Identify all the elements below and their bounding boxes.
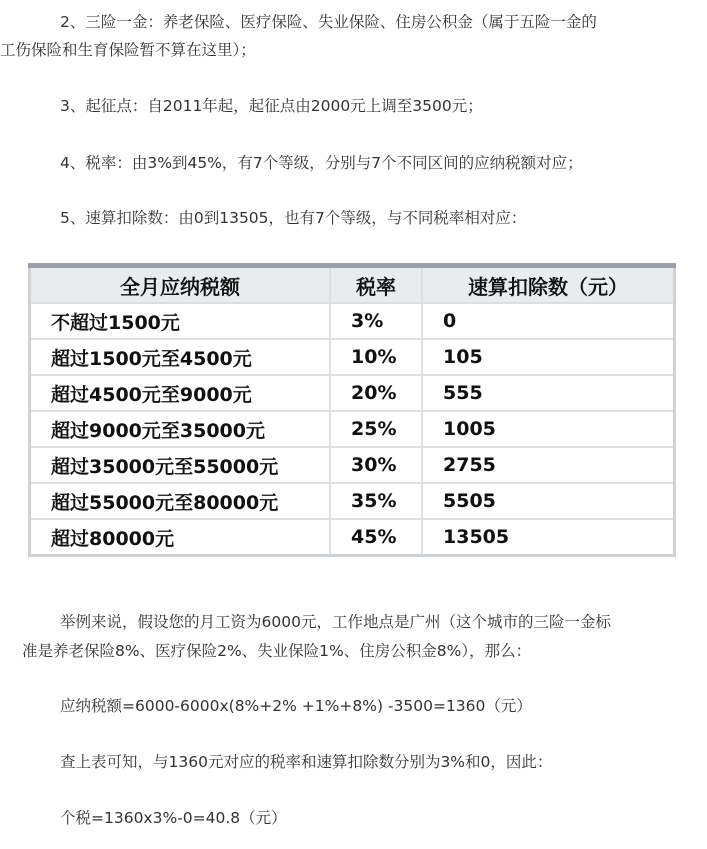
header-rate: 税率 [330, 266, 422, 304]
cell-deduction: 0 [422, 303, 675, 339]
cell-income: 超过9000元至35000元 [30, 411, 331, 447]
table-row [30, 483, 675, 519]
cell-income: 不超过1500元 [30, 303, 331, 339]
header-taxable-income: 全月应纳税额 [30, 266, 331, 304]
paragraph-three-insurance-cont: 工伤保险和生育保险暂不算在这里）； [0, 41, 256, 59]
paragraph-example-cont: 准是养老保险8%、医疗保险2%、失业保险1%、住房公积金8%），那么： [22, 642, 532, 660]
cell-rate: 30% [330, 447, 422, 483]
formula-taxable-income: 应纳税额=6000-6000x(8%+2% +1%+8%) -3500=1360（元） [60, 697, 532, 715]
cell-rate: 25% [330, 411, 422, 447]
header-deduction: 速算扣除数（元） [422, 266, 675, 304]
table-row [30, 375, 675, 411]
paragraph-threshold: 3、起征点：自2011年起，起征点由2000元上调至3500元； [60, 97, 483, 115]
paragraph-three-insurance: 2、三险一金：养老保险、医疗保险、失业保险、住房公积金（属于五险一金的 [60, 13, 597, 31]
paragraph-example: 举例来说，假设您的月工资为6000元，工作地点是广州（这个城市的三险一金标 [60, 613, 611, 631]
cell-deduction: 5505 [422, 483, 675, 519]
cell-rate: 35% [330, 483, 422, 519]
cell-deduction: 555 [422, 375, 675, 411]
cell-income: 超过35000元至55000元 [30, 447, 331, 483]
cell-income: 超过4500元至9000元 [30, 375, 331, 411]
table-row [30, 447, 675, 483]
paragraph-quick-deduction: 5、速算扣除数：由0到13505，也有7个等级，与不同税率相对应： [60, 209, 527, 227]
table-header-row [30, 266, 675, 304]
cell-rate: 45% [330, 519, 422, 556]
cell-deduction: 2755 [422, 447, 675, 483]
cell-rate: 3% [330, 303, 422, 339]
paragraph-tax-rate: 4、税率：由3%到45%，有7个等级，分别与7个不同区间的应纳税额对应； [60, 154, 583, 172]
table-row [30, 303, 675, 339]
table-row [30, 519, 675, 556]
cell-income: 超过80000元 [30, 519, 331, 556]
cell-rate: 20% [330, 375, 422, 411]
paragraph-lookup: 查上表可知，与1360元对应的税率和速算扣除数分别为3%和0，因此： [60, 753, 553, 771]
cell-rate: 10% [330, 339, 422, 375]
table-row [30, 339, 675, 375]
cell-income: 超过1500元至4500元 [30, 339, 331, 375]
cell-income: 超过55000元至80000元 [30, 483, 331, 519]
cell-deduction: 105 [422, 339, 675, 375]
cell-deduction: 1005 [422, 411, 675, 447]
table-row [30, 411, 675, 447]
formula-tax-result: 个税=1360x3%-0=40.8（元） [60, 809, 287, 827]
tax-rate-table [28, 263, 676, 557]
cell-deduction: 13505 [422, 519, 675, 556]
